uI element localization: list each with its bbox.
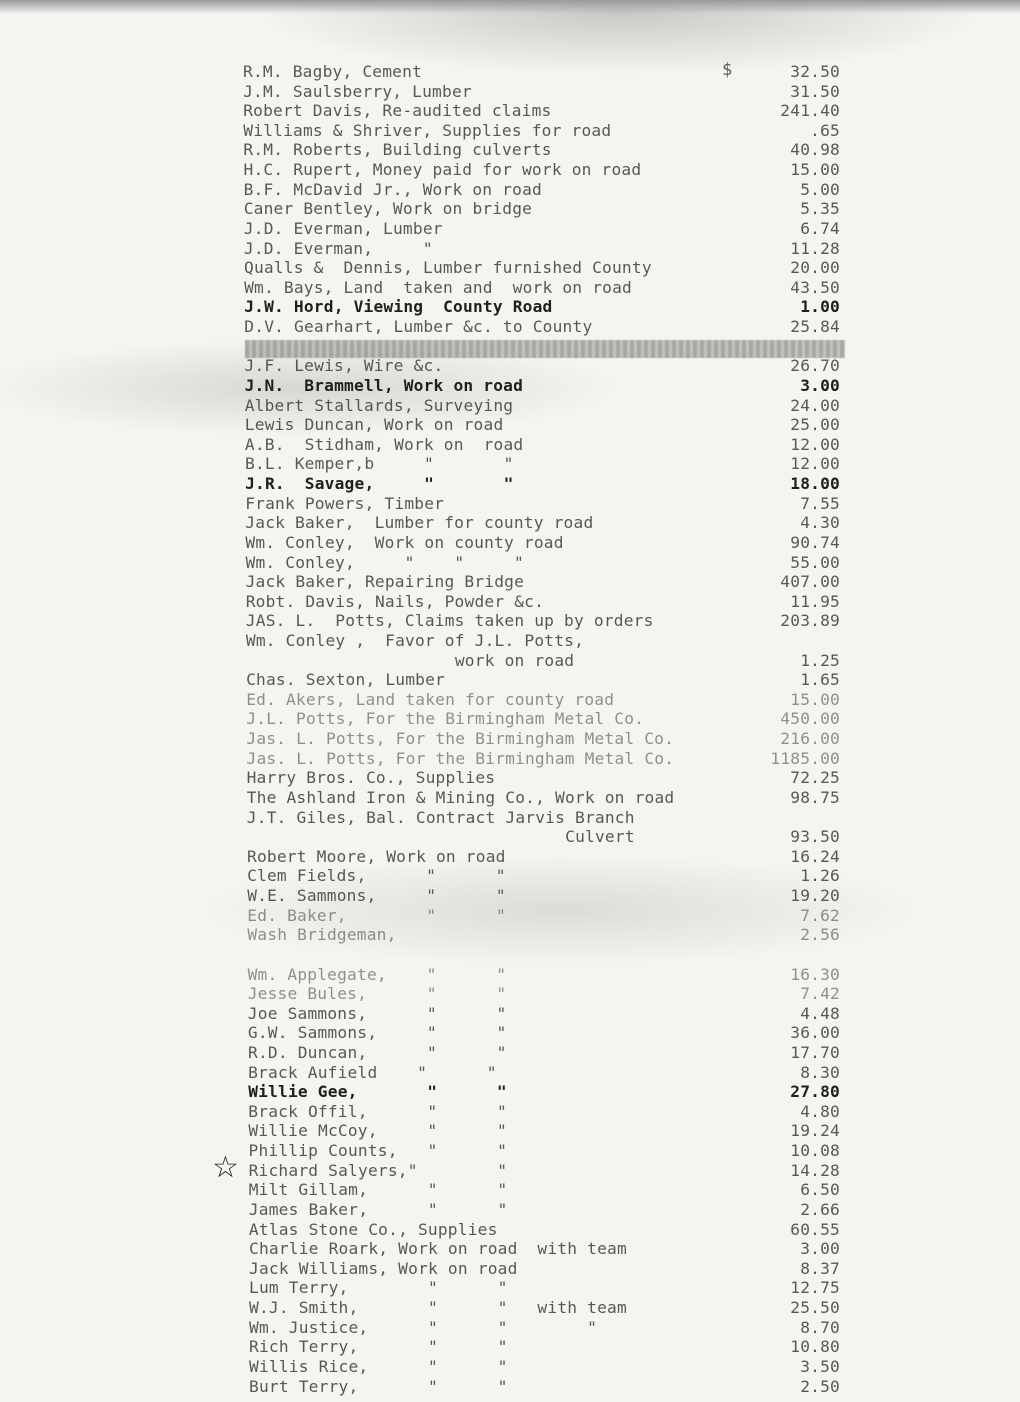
- ledger-description: J.D. Everman, ": [243, 239, 433, 258]
- ledger-row: [249, 1377, 840, 1397]
- ledger-row: [247, 768, 840, 788]
- ledger-row: [248, 1102, 840, 1122]
- ledger-amount: 14.28: [790, 1161, 840, 1180]
- ledger-row: [244, 219, 840, 239]
- ledger-row: [243, 62, 840, 82]
- ledger-amount: 216.00: [780, 729, 840, 748]
- ledger-description: Ed. Akers, Land taken for county road: [246, 690, 615, 709]
- ledger-amount: 6.50: [800, 1180, 840, 1199]
- ledger-amount: 10.80: [790, 1337, 840, 1356]
- ledger-row: [243, 121, 840, 141]
- ledger-description: Culvert: [246, 827, 635, 846]
- ledger-row: [245, 435, 840, 455]
- ledger-amount: 72.25: [790, 768, 840, 787]
- ledger-description: Willis Rice, " ": [249, 1357, 508, 1376]
- ledger-amount: 17.70: [790, 1043, 840, 1062]
- ledger-row: [243, 101, 840, 121]
- ledger-row: [244, 317, 840, 337]
- ledger-description: B.F. McDavid Jr., Work on road: [243, 180, 542, 199]
- ledger-amount: 450.00: [780, 709, 840, 728]
- ledger-amount: 203.89: [780, 611, 840, 630]
- ledger-amount: 5.35: [800, 199, 840, 218]
- ledger-row: [243, 82, 840, 102]
- ledger-description: Caner Bentley, Work on bridge: [243, 199, 533, 218]
- ledger-amount: 93.50: [790, 827, 840, 846]
- ledger-row: [248, 1004, 840, 1024]
- ledger-description: Wm. Bays, Land taken and work on road: [244, 278, 632, 297]
- ledger-description: H.C. Rupert, Money paid for work on road: [243, 160, 642, 179]
- ledger-row: [249, 1278, 840, 1298]
- ledger-row: [246, 670, 840, 690]
- ledger-amount: 2.56: [800, 925, 840, 944]
- ledger-amount: 43.50: [790, 278, 840, 297]
- ledger-row: [246, 553, 841, 573]
- ledger-description: Jack Williams, Work on road: [249, 1259, 518, 1278]
- ledger-description: Brack Offil, " ": [248, 1102, 507, 1121]
- ledger-amount: 7.55: [800, 494, 840, 513]
- ledger-row: [248, 1082, 840, 1102]
- ledger-description: Atlas Stone Co., Supplies: [248, 1220, 498, 1239]
- ledger-description: Jack Baker, Lumber for county road: [245, 513, 594, 532]
- ledger-row: [245, 494, 840, 514]
- ledger-amount: 25.84: [790, 317, 840, 336]
- ledger-description: Rich Terry, " ": [249, 1337, 508, 1356]
- ledger-description: Lewis Duncan, Work on road: [244, 415, 504, 434]
- ledger-row: [246, 690, 840, 710]
- ledger-row: [245, 396, 840, 416]
- ledger-row: [249, 1200, 840, 1220]
- ledger-amount: 15.00: [790, 160, 840, 179]
- ledger-row: [244, 239, 840, 259]
- ledger-amount: 11.95: [790, 592, 840, 611]
- ledger-amount: 1.26: [800, 866, 840, 885]
- ledger-amount: 1185.00: [770, 749, 840, 768]
- ledger-description: Wm. Conley , Favor of J.L. Potts,: [245, 631, 585, 650]
- ledger-amount: 10.08: [790, 1141, 840, 1160]
- ledger-row: [249, 1180, 840, 1200]
- ledger-amount: 19.20: [790, 886, 840, 905]
- ledger-amount: 3.00: [800, 1239, 840, 1258]
- ledger-amount: 15.00: [790, 690, 840, 709]
- ledger-description: Jas. L. Potts, For the Birmingham Metal Co.: [246, 729, 675, 748]
- ledger-amount: 16.30: [790, 965, 840, 984]
- ledger-amount: 32.50: [790, 62, 840, 81]
- ledger-description: J.T. Giles, Bal. Contract Jarvis Branch: [246, 808, 635, 827]
- ledger-amount: 20.00: [790, 258, 840, 277]
- ledger-row: [245, 376, 840, 396]
- ledger-row: [248, 1121, 840, 1141]
- ledger-row: [247, 886, 840, 906]
- star-mark-icon: ☆: [212, 1150, 239, 1185]
- ledger-row: [248, 1063, 840, 1083]
- ledger-amount: 11.28: [790, 239, 840, 258]
- ledger-amount: 31.50: [790, 82, 840, 101]
- ledger-description: B.L. Kemper,b " ": [245, 454, 514, 473]
- ledger-description: Milt Gillam, " ": [248, 1180, 508, 1199]
- ledger-amount: 18.00: [790, 474, 840, 493]
- ledger-row: [245, 454, 840, 474]
- ledger-amount: 2.66: [800, 1200, 840, 1219]
- ledger-description: Phillip Counts, " ": [248, 1141, 508, 1160]
- ledger-row: [245, 356, 841, 376]
- ledger-amount: 36.00: [790, 1023, 840, 1042]
- ledger-row: [247, 866, 840, 886]
- ledger-row: [249, 1161, 840, 1181]
- ledger-description: R.M. Bagby, Cement: [243, 62, 423, 81]
- ledger-description: Wm. Conley, " " ": [245, 553, 524, 572]
- ledger-description: Robt. Davis, Nails, Powder &c.: [245, 592, 545, 611]
- ledger-description: Joe Sammons, " ": [247, 1004, 507, 1023]
- ledger-description: James Baker, " ": [248, 1200, 508, 1219]
- ledger-row: [246, 729, 840, 749]
- ledger-row: [247, 906, 840, 926]
- ledger-amount: 19.24: [790, 1121, 840, 1140]
- ledger-row: [244, 278, 840, 298]
- ledger-amount: 90.74: [790, 533, 840, 552]
- ledger-description: Willie McCoy, " ": [248, 1121, 507, 1140]
- ledger-description: Jack Baker, Repairing Bridge: [245, 572, 525, 591]
- ledger-amount: 4.80: [800, 1102, 840, 1121]
- ledger-amount: 98.75: [790, 788, 840, 807]
- ledger-row: [246, 572, 840, 592]
- ledger-row: [245, 533, 840, 553]
- ledger-description: Qualls & Dennis, Lumber furnished County: [244, 258, 652, 277]
- ledger-row: [245, 415, 840, 435]
- ledger-description: Jesse Bules, " ": [247, 984, 507, 1003]
- ledger-amount: 25.50: [790, 1298, 840, 1317]
- ledger-amount: 1.65: [800, 670, 840, 689]
- ledger-description: Robert Moore, Work on road: [247, 847, 506, 866]
- ledger-amount: 16.24: [790, 847, 840, 866]
- ledger-row: [249, 1337, 840, 1357]
- ledger-description: Richard Salyers," ": [248, 1161, 508, 1180]
- ledger-amount: 60.55: [790, 1220, 840, 1239]
- ledger-row: [244, 180, 840, 200]
- ledger-row: [248, 984, 840, 1004]
- ledger-row: [244, 258, 840, 278]
- ledger-row: [249, 1357, 840, 1377]
- ledger-amount: 12.00: [790, 435, 840, 454]
- ledger-description: Williams & Shriver, Supplies for road: [243, 121, 612, 140]
- ledger-row: [247, 827, 840, 847]
- ledger-description: Willie Gee, " ": [248, 1082, 507, 1101]
- ledger-description: J.M. Saulsberry, Lumber: [243, 82, 472, 101]
- ledger-description: Wm. Conley, Work on county road: [245, 533, 564, 552]
- ledger-description: Wash Bridgeman,: [247, 925, 397, 944]
- ledger-description: J.L. Potts, For the Birmingham Metal Co.: [246, 709, 645, 728]
- ledger-amount: 7.42: [800, 984, 840, 1003]
- ledger-row: [247, 788, 840, 808]
- ledger-amount: 8.30: [800, 1063, 840, 1082]
- ledger-amount: 8.37: [800, 1259, 840, 1278]
- ledger-row: [247, 847, 840, 867]
- ledger-amount: 1.00: [800, 297, 840, 316]
- ledger-row: [248, 965, 840, 985]
- ledger-amount: 55.00: [790, 553, 840, 572]
- ledger-row: [249, 1318, 840, 1338]
- ledger-amount: 241.40: [780, 101, 840, 120]
- ledger-row: [246, 592, 840, 612]
- scan-edge-shadow: [0, 0, 1020, 14]
- ledger-row: [248, 1043, 840, 1063]
- ledger-amount: 3.50: [800, 1357, 840, 1376]
- ledger-description: Charlie Roark, Work on road with team: [249, 1239, 627, 1258]
- ledger-description: J.F. Lewis, Wire &c.: [244, 356, 444, 375]
- ledger-description: Frank Powers, Timber: [245, 494, 445, 513]
- ledger-row: [245, 474, 840, 494]
- ledger-amount: 24.00: [790, 396, 840, 415]
- ledger-description: R.D. Duncan, " ": [248, 1043, 507, 1062]
- ledger-description: G.W. Sammons, " ": [247, 1023, 507, 1042]
- ledger-description: Harry Bros. Co., Supplies: [246, 768, 496, 787]
- ledger-row: [246, 631, 840, 651]
- ledger-row: [249, 1298, 840, 1318]
- ledger-description: A.B. Stidham, Work on road: [244, 435, 524, 454]
- ledger-row: [249, 1141, 841, 1161]
- ledger-amount: 8.70: [800, 1318, 840, 1337]
- ledger-amount: 40.98: [790, 140, 840, 159]
- ledger-row: [247, 749, 841, 769]
- ledger-description: R.M. Roberts, Building culverts: [243, 140, 552, 159]
- ledger-description: Robert Davis, Re-audited claims: [243, 101, 552, 120]
- ledger-row: [243, 140, 840, 160]
- ledger-amount: 12.00: [790, 454, 840, 473]
- ledger-description: W.J. Smith, " " with team: [249, 1298, 627, 1317]
- ledger-amount: 4.30: [800, 513, 840, 532]
- ledger-row: [248, 1023, 840, 1043]
- ledger-row: [247, 808, 840, 828]
- ledger-description: The Ashland Iron & Mining Co., Work on road: [246, 788, 675, 807]
- ledger-row: [247, 925, 840, 945]
- ledger-amount: 2.50: [800, 1377, 840, 1396]
- ledger-amount: 1.25: [800, 651, 840, 670]
- ledger-row: [249, 1259, 840, 1279]
- ledger-row: [244, 160, 841, 180]
- ledger-description: Ed. Baker, " ": [247, 906, 506, 925]
- ledger-amount: 26.70: [790, 356, 840, 375]
- ledger-row: [249, 1220, 840, 1240]
- ledger-description: W.E. Sammons, " ": [247, 886, 506, 905]
- ledger-description: Jas. L. Potts, For the Birmingham Metal Co.: [246, 749, 675, 768]
- ledger-description: Albert Stallards, Surveying: [244, 396, 514, 415]
- ledger-row: [244, 297, 840, 317]
- ledger-row: [248, 945, 841, 965]
- ledger-amount: 6.74: [800, 219, 840, 238]
- ledger-amount: 5.00: [800, 180, 840, 199]
- ledger-description: D.V. Gearhart, Lumber &c. to County: [244, 317, 593, 336]
- ledger-amount: .65: [810, 121, 840, 140]
- currency-symbol: $: [722, 60, 733, 80]
- ledger-amount: 4.48: [800, 1004, 840, 1023]
- ledger-description: Brack Aufield " ": [248, 1063, 497, 1082]
- ledger-description: JAS. L. Potts, Claims taken up by orders: [245, 611, 654, 630]
- ledger-amount: 7.62: [800, 906, 840, 925]
- ledger-amount: 3.00: [800, 376, 840, 395]
- ledger-description: Wm. Applegate, " ": [247, 965, 507, 984]
- ledger-description: J.D. Everman, Lumber: [243, 219, 443, 238]
- ledger-row: [246, 651, 840, 671]
- ledger-description: work on road: [246, 651, 575, 670]
- ledger-row: [249, 1239, 840, 1259]
- ledger-amount: 407.00: [780, 572, 840, 591]
- ledger-description: Wm. Justice, " " ": [249, 1318, 598, 1337]
- ledger-description: Clem Fields, " ": [247, 866, 506, 885]
- ledger-description: Chas. Sexton, Lumber: [246, 670, 446, 689]
- ledger-amount: 12.75: [790, 1278, 840, 1297]
- ledger-amount: 27.80: [790, 1082, 840, 1101]
- ledger-row: [246, 709, 840, 729]
- ledger-description: J.W. Hord, Viewing County Road: [244, 297, 553, 316]
- ledger-description: Burt Terry, " ": [249, 1377, 508, 1396]
- ledger-row: [245, 513, 840, 533]
- ledger-description: J.N. Brammell, Work on road: [244, 376, 524, 395]
- ledger-row: [246, 611, 840, 631]
- ledger-amount: 25.00: [790, 415, 840, 434]
- ledger-row: [244, 199, 840, 219]
- ledger-row: [244, 337, 840, 357]
- ledger-description: Lum Terry, " ": [249, 1278, 508, 1297]
- ledger-description: J.R. Savage, " ": [245, 474, 514, 493]
